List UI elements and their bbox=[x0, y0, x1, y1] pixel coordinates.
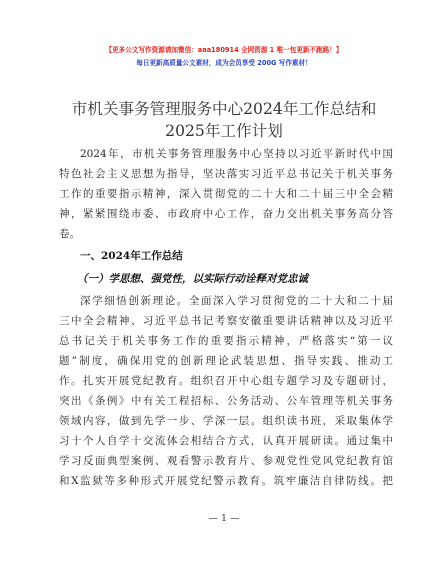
section-heading: 一、2024年工作总结 bbox=[80, 250, 183, 262]
promo-banner-line-1: 【更多公文写作资源请加微信：aaa180914 全网资源 1 唯一包更新不跑路！】 bbox=[105, 46, 343, 54]
page-number: — 1 — bbox=[208, 513, 240, 524]
document-title-line-1: 市机关事务管理服务中心2024年工作总结和 bbox=[71, 100, 377, 118]
body-line: 领域内容，做到先学一步、学深一层。组织读书班，采取集体学 bbox=[59, 415, 393, 427]
body-line: 三中全会精神、习近平总书记考察安徽重要讲话精神以及习近平 bbox=[59, 315, 393, 327]
intro-line: 特色社会主义思想为指导，坚决落实习近平总书记关于机关事务 bbox=[59, 168, 393, 180]
intro-line: 工作的重要指示精神，深入贯彻党的二十大和二十届三中全会精 bbox=[59, 188, 393, 200]
intro-line: 神，紧紧围绕市委、市政府中心工作，奋力交出机关事务高分答 bbox=[59, 208, 393, 220]
body-line: 总书记关于机关事务工作的重要指示精神，严格落实“第一议 bbox=[59, 335, 393, 347]
body-line: 学习反面典型案例、观看警示教育片、参观党性党风党纪教育馆 bbox=[59, 455, 393, 467]
body-line: 习十个人自学十交流体会相结合方式，认真开展研读。通过集中 bbox=[59, 435, 393, 447]
body-line: 深学细悟创新理论。全面深入学习贯彻党的二十大和二十届 bbox=[80, 295, 393, 307]
body-line: 题”制度，确保用党的创新理论武装思想、指导实践、推动工 bbox=[59, 355, 393, 367]
subsection-heading: （一）学思想、强党性，以实际行动诠释对党忠诚 bbox=[77, 273, 308, 285]
body-line: 作。扎实开展党纪教育。组织召开中心组专题学习及专题研讨， bbox=[59, 375, 393, 387]
body-line: 突出《条例》中有关工程招标、公务活动、公车管理等机关事务 bbox=[59, 395, 393, 407]
intro-line: 卷。 bbox=[59, 228, 80, 240]
document-title-line-2: 2025年工作计划 bbox=[165, 122, 283, 140]
promo-banner-line-2: 每日更新高质量公文素材，成为会员享受 200G 写作素材！ bbox=[136, 59, 312, 67]
intro-line: 2024年，市机关事务管理服务中心坚持以习近平新时代中国 bbox=[80, 148, 393, 160]
body-line: 和X监狱等多种形式开展党纪警示教育。筑牢廉洁自律防线。把 bbox=[59, 475, 393, 487]
